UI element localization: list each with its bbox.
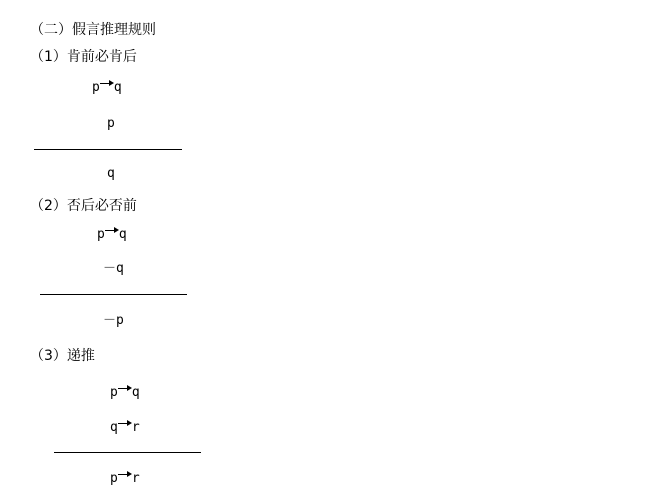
rule-2-conclusion: －p bbox=[103, 313, 124, 328]
rule-3-inference-line bbox=[54, 452, 201, 453]
rule-2-premise-implication bbox=[97, 227, 127, 241]
rule-3-conclusion bbox=[110, 471, 140, 485]
implication-arrow-icon bbox=[118, 385, 132, 395]
rule-1-premise-antecedent: p bbox=[92, 80, 100, 95]
rule-1-heading: （1）肯前必肯后 bbox=[30, 49, 137, 65]
rule-2-heading: （2）否后必否前 bbox=[30, 198, 137, 214]
rule-3-premise-2-antecedent: q bbox=[110, 420, 118, 435]
implication-arrow-icon bbox=[105, 227, 119, 237]
rule-2-premise-consequent: q bbox=[118, 227, 127, 242]
rule-2-premise-antecedent: p bbox=[97, 227, 105, 242]
rule-1-minor-premise: p bbox=[107, 116, 115, 131]
implication-arrow-icon bbox=[100, 80, 114, 90]
rule-3-premise-1 bbox=[110, 385, 140, 399]
rule-3-conclusion-antecedent: p bbox=[110, 471, 118, 486]
implication-arrow-icon bbox=[118, 420, 132, 430]
rule-1-premise-implication bbox=[92, 80, 122, 94]
rule-1-inference-line bbox=[34, 149, 182, 150]
rule-3-premise-2 bbox=[110, 420, 140, 434]
rule-2-minor-premise: －q bbox=[103, 261, 124, 276]
implication-arrow-icon bbox=[118, 471, 132, 481]
rule-1-conclusion: q bbox=[107, 166, 115, 181]
rule-1-premise-consequent: q bbox=[113, 80, 122, 95]
rule-2-inference-line bbox=[40, 294, 187, 295]
rule-3-premise-1-antecedent: p bbox=[110, 385, 118, 400]
rule-3-conclusion-consequent: r bbox=[131, 471, 140, 486]
rule-3-premise-1-consequent: q bbox=[131, 385, 140, 400]
section-title: （二）假言推理规则 bbox=[30, 22, 156, 38]
rule-3-heading: （3）递推 bbox=[30, 348, 95, 364]
rule-3-premise-2-consequent: r bbox=[131, 420, 140, 435]
